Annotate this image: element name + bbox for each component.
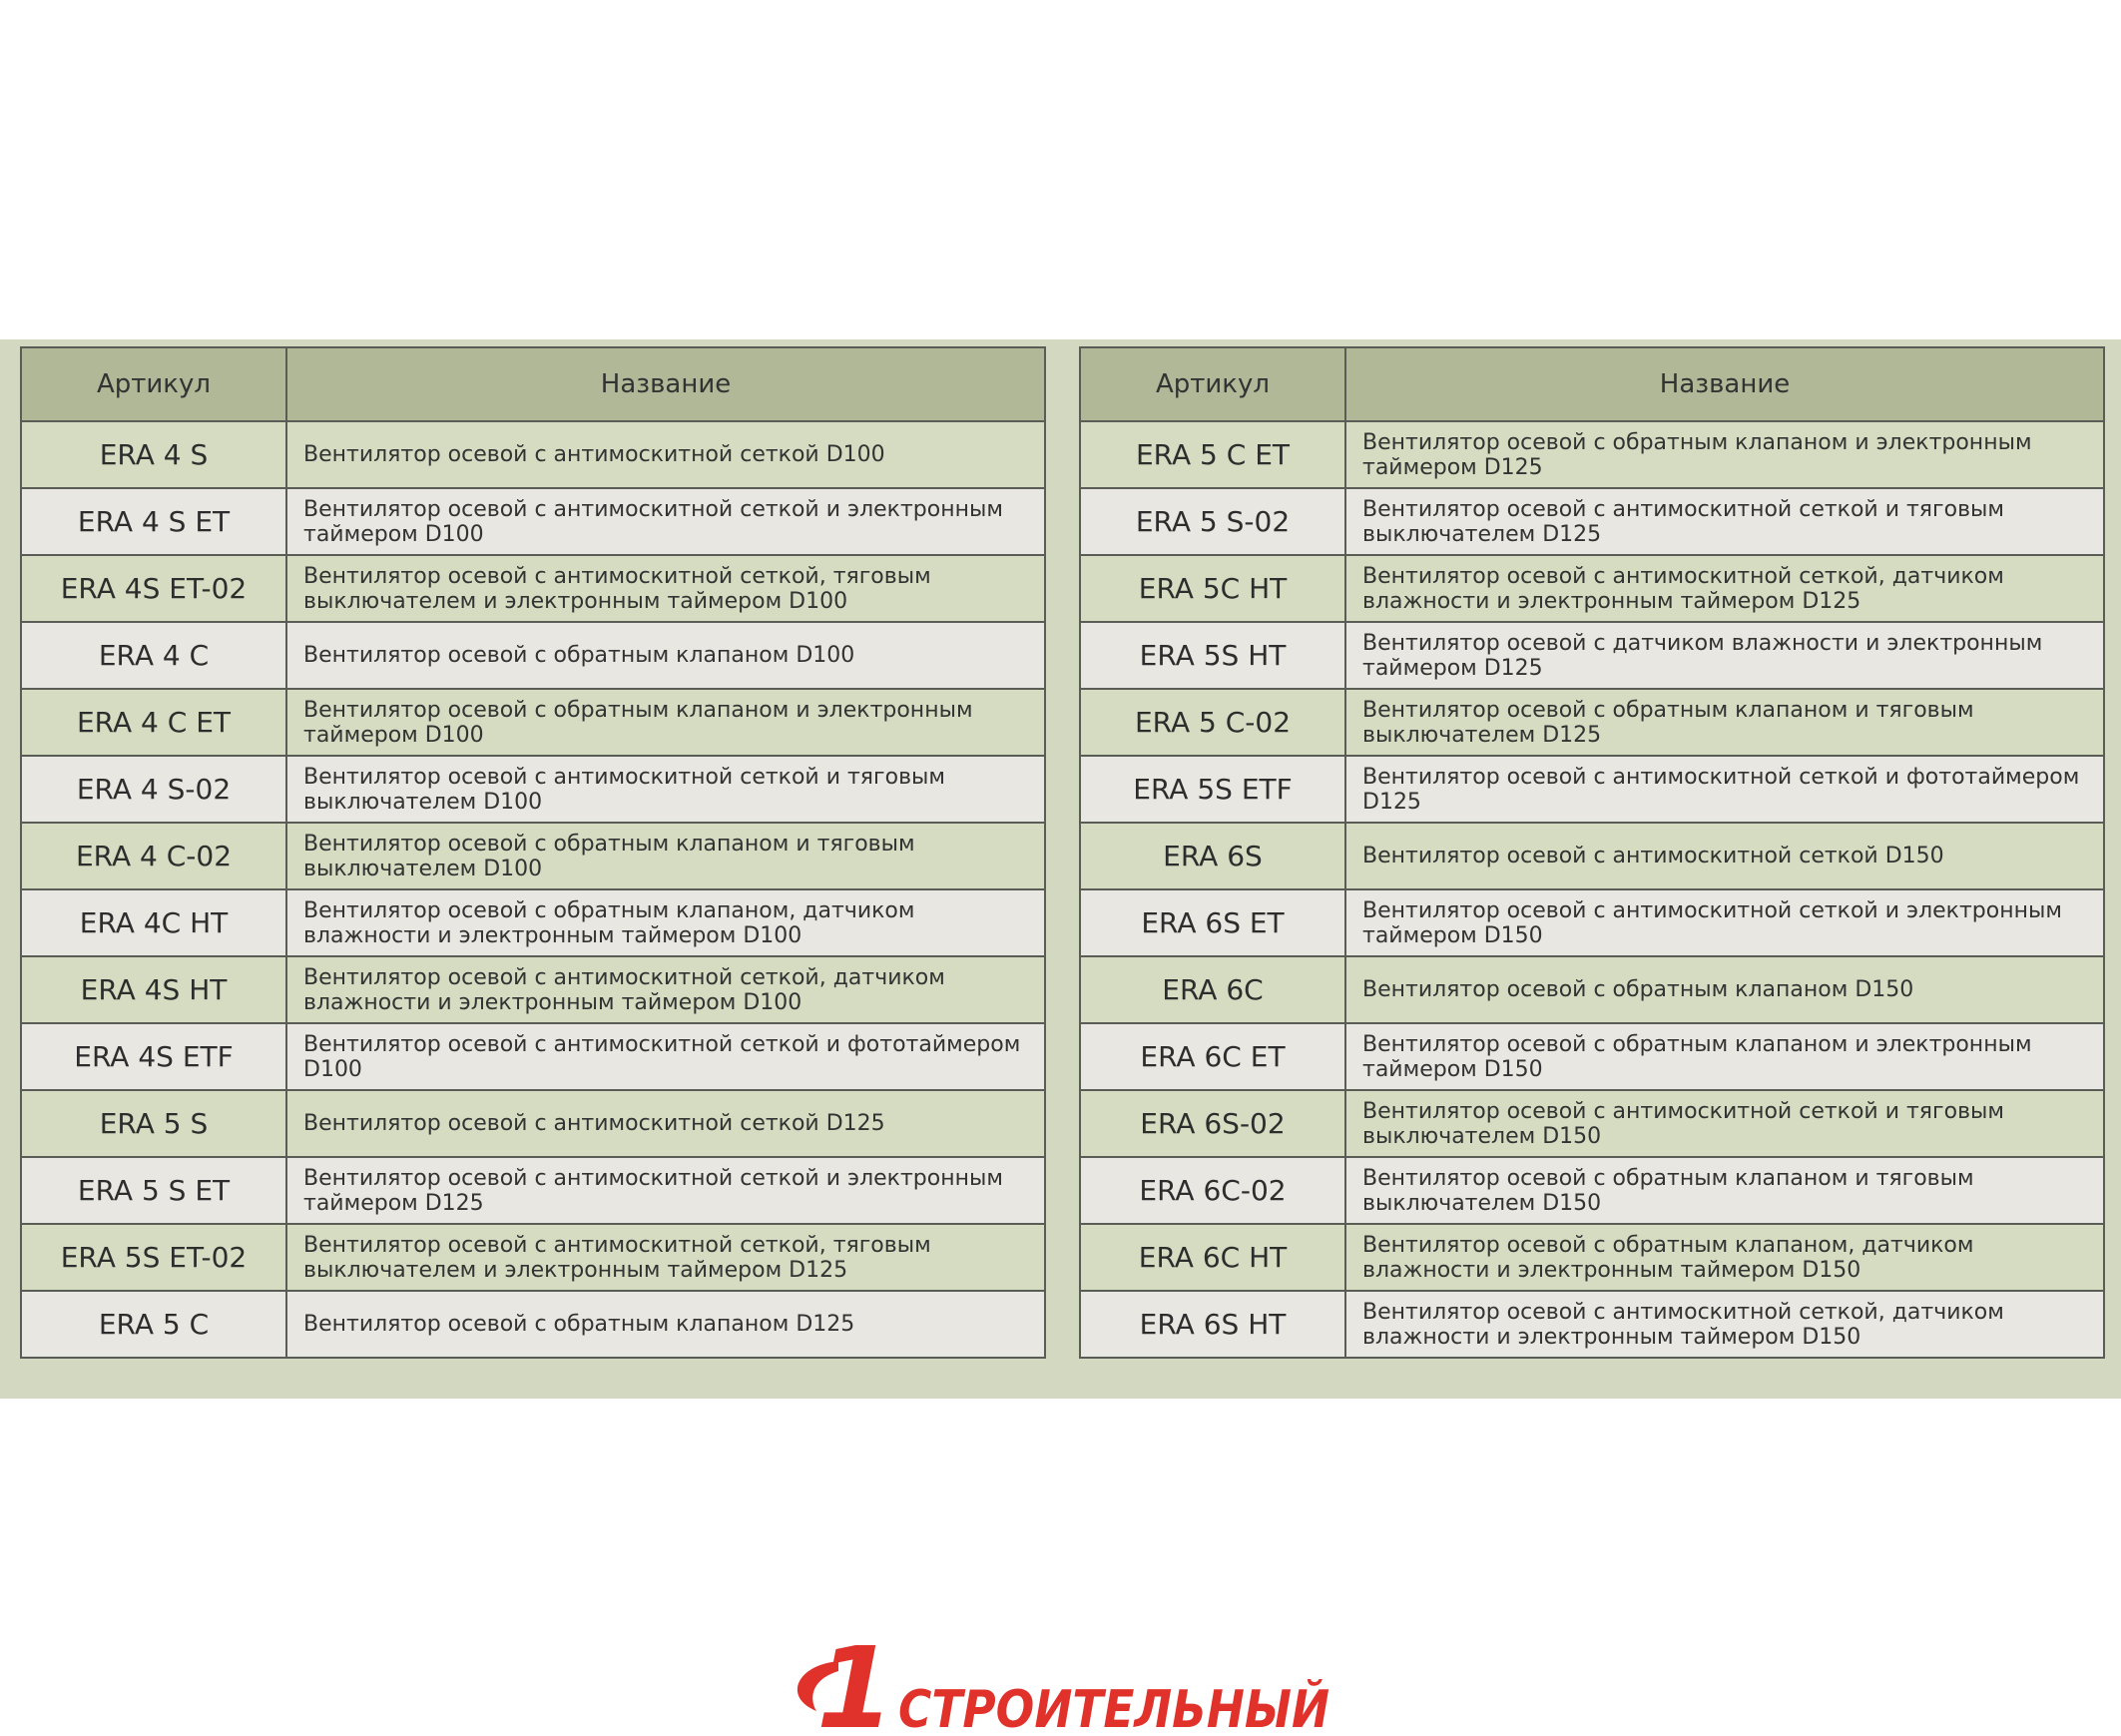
sku-cell: ERA 5S HT	[1080, 622, 1345, 689]
table-row	[1080, 1157, 2104, 1224]
table-row	[21, 622, 1045, 689]
table-row	[1080, 1224, 2104, 1291]
stroitelny-1-logo-icon	[787, 1624, 1392, 1736]
table-row	[21, 823, 1045, 889]
table-row	[21, 1157, 1045, 1224]
sku-cell: ERA 5 C-02	[1080, 689, 1345, 756]
table-row	[1080, 756, 2104, 823]
name-cell: Вентилятор осевой с обратным клапаном, датчиком влажности и электронным таймером D150	[1345, 1224, 2104, 1291]
table-row	[1080, 421, 2104, 488]
sku-cell: ERA 5C HT	[1080, 555, 1345, 622]
table-row	[21, 1291, 1045, 1358]
sku-cell: ERA 4 S ET	[21, 488, 286, 555]
sku-cell: ERA 4 C ET	[21, 689, 286, 756]
table-row	[21, 756, 1045, 823]
table-row	[1080, 823, 2104, 889]
table-header-row	[21, 347, 1045, 421]
name-cell: Вентилятор осевой с антимоскитной сеткой, тяговым выключателем и электронным таймером D125	[286, 1224, 1045, 1291]
name-cell: Вентилятор осевой с антимоскитной сеткой, тяговым выключателем и электронным таймером D100	[286, 555, 1045, 622]
table-header-row	[1080, 347, 2104, 421]
header-name: Название	[286, 347, 1045, 421]
name-cell: Вентилятор осевой с обратным клапаном D100	[286, 622, 1045, 689]
table-row	[21, 555, 1045, 622]
table-row	[1080, 1090, 2104, 1157]
sku-cell: ERA 6S ET	[1080, 889, 1345, 956]
sku-cell: ERA 5 S	[21, 1090, 286, 1157]
sku-cell: ERA 4 S-02	[21, 756, 286, 823]
sku-cell: ERA 6C ET	[1080, 1023, 1345, 1090]
name-cell: Вентилятор осевой с обратным клапаном, датчиком влажности и электронным таймером D100	[286, 889, 1045, 956]
sku-cell: ERA 4 S	[21, 421, 286, 488]
sku-cell: ERA 4S ETF	[21, 1023, 286, 1090]
name-cell: Вентилятор осевой с обратным клапаном и тяговым выключателем D125	[1345, 689, 2104, 756]
sku-cell: ERA 4 C-02	[21, 823, 286, 889]
header-sku: Артикул	[1080, 347, 1345, 421]
sku-cell: ERA 4 C	[21, 622, 286, 689]
sku-cell: ERA 5 C	[21, 1291, 286, 1358]
name-cell: Вентилятор осевой с антимоскитной сеткой D125	[286, 1090, 1045, 1157]
table-row	[1080, 1023, 2104, 1090]
logo-numeral: 1	[816, 1624, 894, 1736]
table-row	[21, 956, 1045, 1023]
name-cell: Вентилятор осевой с обратным клапаном и электронным таймером D125	[1345, 421, 2104, 488]
name-cell: Вентилятор осевой с обратным клапаном D150	[1345, 956, 2104, 1023]
name-cell: Вентилятор осевой с антимоскитной сеткой и электронным таймером D150	[1345, 889, 2104, 956]
name-cell: Вентилятор осевой с антимоскитной сеткой и фототаймером D125	[1345, 756, 2104, 823]
name-cell: Вентилятор осевой с обратным клапаном D125	[286, 1291, 1045, 1358]
name-cell: Вентилятор осевой с антимоскитной сеткой, датчиком влажности и электронным таймером D150	[1345, 1291, 2104, 1358]
sku-cell: ERA 4S HT	[21, 956, 286, 1023]
name-cell: Вентилятор осевой с обратным клапаном и электронным таймером D150	[1345, 1023, 2104, 1090]
name-cell: Вентилятор осевой с антимоскитной сеткой и электронным таймером D125	[286, 1157, 1045, 1224]
header-name: Название	[1345, 347, 2104, 421]
table-row	[21, 1224, 1045, 1291]
name-cell: Вентилятор осевой с антимоскитной сеткой, датчиком влажности и электронным таймером D125	[1345, 555, 2104, 622]
table-row	[21, 421, 1045, 488]
table-row	[21, 488, 1045, 555]
sku-cell: ERA 5 S-02	[1080, 488, 1345, 555]
logo-wordmark: СТРОИТЕЛЬНЫЙ	[898, 1680, 1392, 1736]
sku-cell: ERA 6C-02	[1080, 1157, 1345, 1224]
sku-cell: ERA 4S ET-02	[21, 555, 286, 622]
name-cell: Вентилятор осевой с антимоскитной сеткой D150	[1345, 823, 2104, 889]
sku-cell: ERA 5S ETF	[1080, 756, 1345, 823]
sku-cell: ERA 6C	[1080, 956, 1345, 1023]
table-row	[21, 1023, 1045, 1090]
sku-cell: ERA 5 S ET	[21, 1157, 286, 1224]
name-cell: Вентилятор осевой с датчиком влажности и электронным таймером D125	[1345, 622, 2104, 689]
sku-cell: ERA 6S-02	[1080, 1090, 1345, 1157]
table-row	[1080, 488, 2104, 555]
stroitelny-logo	[787, 1624, 1392, 1736]
table-row	[1080, 956, 2104, 1023]
name-cell: Вентилятор осевой с антимоскитной сеткой и тяговым выключателем D150	[1345, 1090, 2104, 1157]
table-row	[1080, 889, 2104, 956]
table-body-left	[21, 421, 1045, 1358]
product-table-left	[20, 346, 1046, 1359]
sku-cell: ERA 6S	[1080, 823, 1345, 889]
table-row	[21, 1090, 1045, 1157]
sku-cell: ERA 5S ET-02	[21, 1224, 286, 1291]
table-row	[1080, 689, 2104, 756]
sku-cell: ERA 6C HT	[1080, 1224, 1345, 1291]
sku-cell: ERA 5 C ET	[1080, 421, 1345, 488]
product-table-right	[1079, 346, 2105, 1359]
name-cell: Вентилятор осевой с антимоскитной сеткой и тяговым выключателем D125	[1345, 488, 2104, 555]
table-row	[1080, 622, 2104, 689]
table-row	[21, 889, 1045, 956]
table-row	[21, 689, 1045, 756]
table-body-right	[1080, 421, 2104, 1358]
table-row	[1080, 1291, 2104, 1358]
header-sku: Артикул	[21, 347, 286, 421]
name-cell: Вентилятор осевой с антимоскитной сеткой и фототаймером D100	[286, 1023, 1045, 1090]
name-cell: Вентилятор осевой с обратным клапаном и тяговым выключателем D100	[286, 823, 1045, 889]
name-cell: Вентилятор осевой с обратным клапаном и электронным таймером D100	[286, 689, 1045, 756]
name-cell: Вентилятор осевой с антимоскитной сеткой, датчиком влажности и электронным таймером D100	[286, 956, 1045, 1023]
name-cell: Вентилятор осевой с обратным клапаном и тяговым выключателем D150	[1345, 1157, 2104, 1224]
name-cell: Вентилятор осевой с антимоскитной сеткой D100	[286, 421, 1045, 488]
table-row	[1080, 555, 2104, 622]
name-cell: Вентилятор осевой с антимоскитной сеткой и тяговым выключателем D100	[286, 756, 1045, 823]
sku-cell: ERA 6S HT	[1080, 1291, 1345, 1358]
name-cell: Вентилятор осевой с антимоскитной сеткой и электронным таймером D100	[286, 488, 1045, 555]
sku-cell: ERA 4C HT	[21, 889, 286, 956]
